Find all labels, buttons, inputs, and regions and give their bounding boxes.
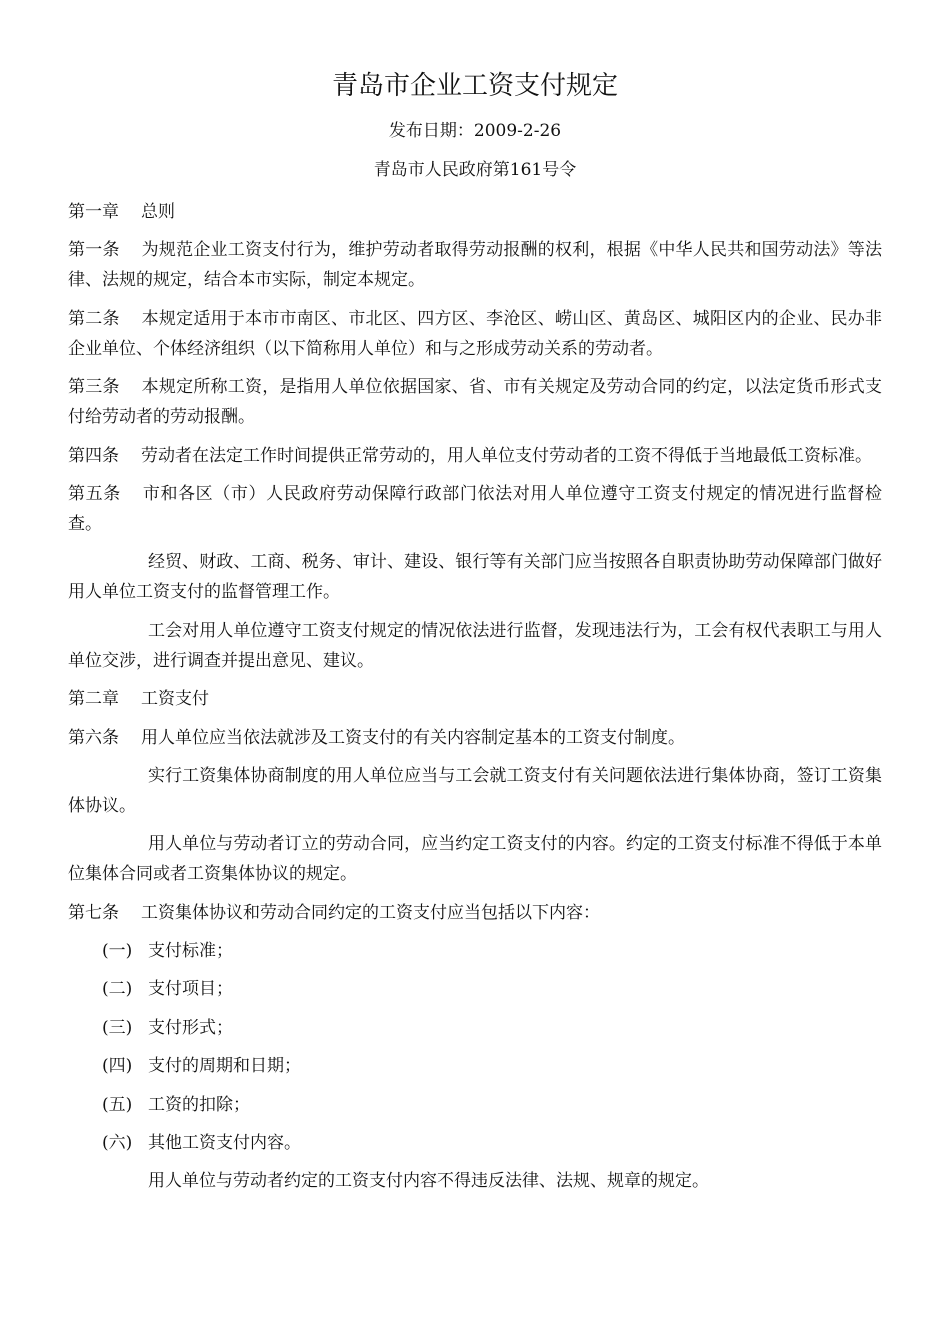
chapter-heading (68, 197, 882, 227)
article-5-paragraph-3: 工会对用人单位遵守工资支付规定的情况依法进行监督，发现违法行为，工会有权代表职工与用人单位交涉，进行调查并提出意见、建议。 (68, 620, 882, 671)
article-5-paragraph-2: 经贸、财政、工商、税务、审计、建设、银行等有关部门应当按照各自职责协助劳动保障部门做好用人单位工资支付的监督管理工作。 (68, 552, 882, 603)
list-item-text: 工资的扣除； (148, 1094, 250, 1115)
list-item (68, 936, 882, 966)
publish-date: 发布日期：2009-2-26 (388, 121, 562, 141)
chapter-title: 总则 (141, 202, 175, 222)
list-item-number: (二) (102, 979, 133, 1000)
document-title: 青岛市企业工资支付规定 (331, 71, 618, 101)
article-2 (68, 304, 882, 364)
article-text: 本规定所称工资，是指用人单位依据国家、省、市有关规定及劳动合同的约定，以法定货币形式支付给劳动者的劳动报酬。 (68, 377, 883, 428)
article-text: 为规范企业工资支付行为，维护劳动者取得劳动报酬的权利，根据《中华人民共和国劳动法》等法律、法规的规定，结合本市实际，制定本规定。 (68, 240, 883, 291)
list-item-text: 支付标准； (148, 941, 233, 962)
list-item-text: 支付形式； (148, 1017, 233, 1038)
article-text: 用人单位应当依法就涉及工资支付的有关内容制定基本的工资支付制度。 (141, 727, 685, 748)
list-item-number: (三) (102, 1017, 133, 1038)
chapter-heading (68, 684, 882, 714)
list-item (68, 974, 882, 1004)
article-label: 第一条 (68, 240, 120, 261)
list-item-text: 支付的周期和日期； (148, 1056, 301, 1077)
list-item-number: (一) (102, 941, 133, 962)
article-6-paragraph-3: 用人单位与劳动者订立的劳动合同，应当约定工资支付的内容。约定的工资支付标准不得低于本单位集体合同或者工资集体协议的规定。 (68, 834, 882, 885)
list-item-number: (六) (102, 1133, 133, 1154)
article-6 (68, 723, 882, 753)
article-6-paragraph-2: 实行工资集体协商制度的用人单位应当与工会就工资支付有关问题依法进行集体协商，签订工资集体协议。 (68, 765, 882, 816)
article-label: 第六条 (68, 727, 119, 748)
article-text: 本规定适用于本市市南区、市北区、四方区、李沧区、崂山区、黄岛区、城阳区内的企业、民办非企业单位、个体经济组织（以下简称用人单位）和与之形成劳动关系的劳动者。 (68, 308, 883, 359)
article-5 (68, 479, 882, 539)
article-label: 第五条 (68, 483, 121, 504)
article-label: 第二条 (68, 308, 120, 329)
article-text: 劳动者在法定工作时间提供正常劳动的，用人单位支付劳动者的工资不得低于当地最低工资标准。 (141, 445, 872, 466)
list-item-number: (五) (102, 1094, 133, 1115)
list-item-text: 其他工资支付内容。 (148, 1133, 301, 1154)
list-item (68, 1090, 882, 1120)
article-label: 第七条 (68, 902, 119, 923)
list-item (68, 1013, 882, 1043)
article-label: 第四条 (68, 445, 119, 466)
article-7 (68, 898, 882, 928)
list-item-number: (四) (102, 1056, 133, 1077)
decree-number: 青岛市人民政府第161号令 (373, 160, 577, 180)
article-1 (68, 235, 882, 295)
chapter-title: 工资支付 (141, 689, 209, 710)
chapter-label: 第二章 (68, 689, 119, 710)
article-7-paragraph-2: 用人单位与劳动者约定的工资支付内容不得违反法律、法规、规章的规定。 (148, 1171, 709, 1192)
chapter-label: 第一章 (68, 202, 119, 222)
article-label: 第三条 (68, 377, 120, 398)
article-text: 市和各区（市）人民政府劳动保障行政部门依法对用人单位遵守工资支付规定的情况进行监督检查。 (68, 483, 883, 534)
list-item-text: 支付项目； (148, 979, 233, 1000)
list-item (68, 1051, 882, 1081)
document-body (68, 197, 882, 1205)
article-4 (68, 441, 882, 471)
article-3 (68, 372, 882, 432)
article-text: 工资集体协议和劳动合同约定的工资支付应当包括以下内容： (141, 902, 600, 923)
list-item (68, 1128, 882, 1158)
